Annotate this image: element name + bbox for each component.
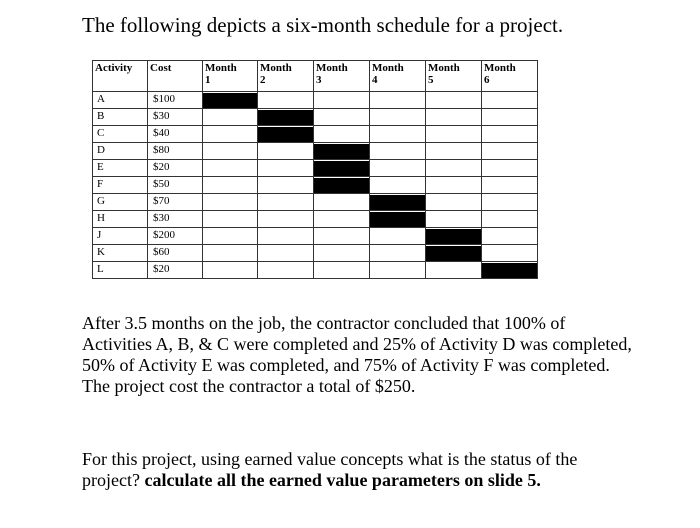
month-cell (426, 177, 482, 194)
month-number: 2 (260, 74, 266, 86)
activity-cell: D (93, 143, 148, 160)
month-cell (482, 143, 538, 160)
month-label: Month (484, 62, 516, 74)
month-cell (203, 194, 258, 211)
month-cell (258, 245, 314, 262)
status-paragraph: After 3.5 months on the job, the contractor concluded that 100% of Activities A, B, & C were completed and 25% of Activity D was completed, 50% of Activity E was completed, and 75% of Activity F was completed. The project cost the contractor a total of $250. (82, 313, 632, 396)
table-row (93, 92, 538, 109)
cost-cell: $40 (148, 126, 203, 143)
month-cell (370, 245, 426, 262)
schedule-bar (258, 110, 313, 125)
month-cell (258, 211, 314, 228)
month-cell (426, 160, 482, 177)
table-row (93, 245, 538, 262)
month-cell (482, 228, 538, 245)
activity-cell: J (93, 228, 148, 245)
month-cell (426, 126, 482, 143)
table-row (93, 177, 538, 194)
month-cell (426, 262, 482, 279)
table-row (93, 228, 538, 245)
schedule-body (93, 92, 538, 279)
cost-cell: $20 (148, 160, 203, 177)
month-cell (258, 262, 314, 279)
schedule-header-row (93, 61, 538, 92)
page-heading: The following depicts a six-month schedule for a project. (82, 13, 564, 37)
activity-cell: H (93, 211, 148, 228)
month-cell (258, 92, 314, 109)
month-cell (258, 228, 314, 245)
schedule-bar (258, 127, 313, 142)
month-cell (482, 177, 538, 194)
cost-cell: $20 (148, 262, 203, 279)
month-cell (314, 228, 370, 245)
month-cell (203, 109, 258, 126)
month-cell (426, 92, 482, 109)
month-cell (203, 143, 258, 160)
cost-cell: $200 (148, 228, 203, 245)
header-month-6 (482, 61, 538, 92)
month-cell (314, 126, 370, 143)
table-row (93, 262, 538, 279)
month-cell (482, 245, 538, 262)
month-cell (370, 228, 426, 245)
table-row (93, 143, 538, 160)
schedule-table (92, 60, 538, 279)
month-cell (314, 211, 370, 228)
schedule-bar (370, 212, 425, 227)
table-row (93, 109, 538, 126)
month-label: Month (372, 62, 404, 74)
month-number: 5 (428, 74, 434, 86)
month-cell (426, 194, 482, 211)
month-cell (314, 109, 370, 126)
month-cell (482, 109, 538, 126)
month-label: Month (428, 62, 460, 74)
cost-cell: $60 (148, 245, 203, 262)
month-cell (370, 211, 426, 228)
month-number: 4 (372, 74, 378, 86)
cost-cell: $30 (148, 109, 203, 126)
cost-cell: $30 (148, 211, 203, 228)
month-cell (426, 245, 482, 262)
month-cell (370, 177, 426, 194)
month-cell (203, 245, 258, 262)
month-number: 3 (316, 74, 322, 86)
table-row (93, 194, 538, 211)
month-cell (482, 194, 538, 211)
month-cell (203, 211, 258, 228)
activity-cell: C (93, 126, 148, 143)
schedule-bar (314, 144, 369, 159)
month-cell (203, 160, 258, 177)
month-label: Month (205, 62, 237, 74)
month-cell (314, 245, 370, 262)
question-paragraph (82, 449, 632, 491)
month-cell (203, 126, 258, 143)
month-cell (482, 262, 538, 279)
month-cell (482, 211, 538, 228)
month-cell (203, 228, 258, 245)
schedule-bar (482, 263, 537, 278)
month-cell (258, 109, 314, 126)
table-row (93, 126, 538, 143)
activity-cell: A (93, 92, 148, 109)
month-cell (258, 194, 314, 211)
month-label: Month (260, 62, 292, 74)
month-cell (203, 262, 258, 279)
cost-cell: $50 (148, 177, 203, 194)
month-cell (370, 143, 426, 160)
schedule-bar (314, 161, 369, 176)
header-month-2 (258, 61, 314, 92)
header-month-5 (426, 61, 482, 92)
activity-cell: K (93, 245, 148, 262)
month-cell (426, 143, 482, 160)
schedule-bar (426, 229, 481, 244)
month-cell (482, 160, 538, 177)
month-number: 1 (205, 74, 211, 86)
month-cell (370, 126, 426, 143)
month-cell (203, 92, 258, 109)
question-text: For this project, using earned value concepts what is the status of the project? (82, 449, 578, 490)
month-cell (370, 109, 426, 126)
header-month-4 (370, 61, 426, 92)
activity-cell: F (93, 177, 148, 194)
activity-cell: L (93, 262, 148, 279)
question-instruction: calculate all the earned value parameters on slide 5. (144, 470, 541, 490)
month-cell (370, 92, 426, 109)
month-cell (258, 126, 314, 143)
activity-cell: E (93, 160, 148, 177)
month-cell (258, 160, 314, 177)
header-activity: Activity (93, 61, 148, 92)
schedule-bar (314, 178, 369, 193)
header-cost: Cost (148, 61, 203, 92)
header-month-3 (314, 61, 370, 92)
header-month-1 (203, 61, 258, 92)
cost-cell: $70 (148, 194, 203, 211)
month-cell (370, 194, 426, 211)
activity-cell: B (93, 109, 148, 126)
month-cell (426, 109, 482, 126)
table-row (93, 160, 538, 177)
month-cell (314, 160, 370, 177)
cost-cell: $80 (148, 143, 203, 160)
schedule-bar (426, 246, 481, 261)
month-cell (203, 177, 258, 194)
activity-cell: G (93, 194, 148, 211)
month-cell (314, 194, 370, 211)
schedule-bar (370, 195, 425, 210)
month-cell (314, 262, 370, 279)
month-cell (370, 262, 426, 279)
month-number: 6 (484, 74, 490, 86)
month-cell (370, 160, 426, 177)
month-cell (258, 177, 314, 194)
schedule-bar (203, 93, 257, 108)
month-cell (482, 92, 538, 109)
table-row (93, 211, 538, 228)
month-label: Month (316, 62, 348, 74)
month-cell (314, 177, 370, 194)
cost-cell: $100 (148, 92, 203, 109)
month-cell (426, 211, 482, 228)
month-cell (426, 228, 482, 245)
month-cell (482, 126, 538, 143)
month-cell (258, 143, 314, 160)
month-cell (314, 92, 370, 109)
month-cell (314, 143, 370, 160)
